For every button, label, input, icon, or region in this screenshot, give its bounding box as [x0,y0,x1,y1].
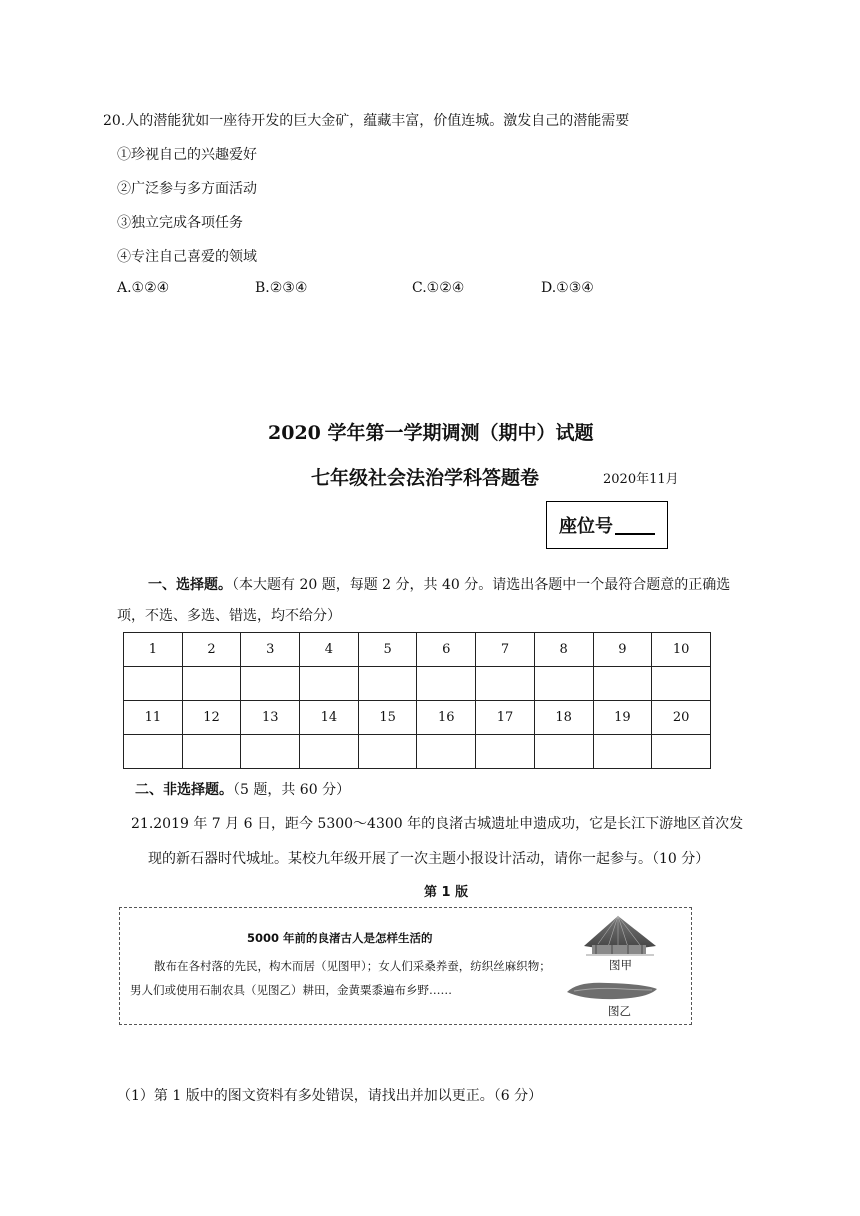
q21-line1: 21.2019 年 7 月 6 日，距今 5300～4300 年的良渚古城遗址申遗成功，它是长江下游地区首次发 [131,816,744,832]
q20-item-1: ①珍视自己的兴趣爱好 [117,147,257,163]
section2-label: 二、非选择题。 [135,782,233,798]
seat-number-label: 座位号 [559,516,613,537]
grid-number: 12 [182,701,241,735]
grid-number: 14 [300,701,359,735]
edition-banner: 第 1 版 [424,885,469,900]
q20-item-3: ③独立完成各项任务 [117,215,243,231]
answer-cell[interactable] [593,735,652,769]
section2-line [135,779,350,799]
exam-date: 2020年11月 [603,472,679,487]
stone-tool-image [564,978,660,1002]
grid-number: 1 [124,633,183,667]
grid-number: 15 [358,701,417,735]
q20-option-a: A.①②④ [117,280,170,296]
answer-cell[interactable] [417,735,476,769]
grid-number: 8 [534,633,593,667]
answer-cell[interactable] [241,735,300,769]
q20-item-2: ②广泛参与多方面活动 [117,181,257,197]
grid-number: 19 [593,701,652,735]
q20-item-4: ④专注自己喜爱的领域 [117,249,257,265]
q21-subquestion-1: （1）第 1 版中的图文资料有多处错误，请找出并加以更正。（6 分） [117,1088,543,1104]
answer-cell[interactable] [593,667,652,701]
answer-cell[interactable] [182,735,241,769]
answer-cell[interactable] [300,667,359,701]
answer-cell[interactable] [417,667,476,701]
section1-desc2: 项，不选、多选、错选，均不给分） [117,608,341,624]
grid-number: 9 [593,633,652,667]
answer-cell[interactable] [652,735,711,769]
q20-option-d: D.①③④ [541,280,594,296]
seat-number-blank[interactable] [615,515,655,535]
answer-cell[interactable] [476,735,535,769]
seat-number-box[interactable] [546,501,668,549]
thatched-hut-image [578,914,662,958]
grid-header-row-2 [124,701,711,735]
section1-desc1: （本大题有 20 题，每题 2 分，共 40 分。请选出各题中一个最符合题意的正确选 [232,577,731,593]
answer-sheet-title: 七年级社会法治学科答题卷 [311,467,540,489]
grid-number: 16 [417,701,476,735]
edition1-box-text: 散布在各村落的先民，构木而居（见图甲）；女人们采桑养蚕，纺织丝麻织物；男人们或使用石制农具（见图乙）耕田，金黄粟黍遍布乡野…… [130,959,551,997]
figure-a-caption: 图甲 [609,958,632,972]
exam-title: 2020 学年第一学期调测（期中）试题 [268,422,594,444]
q21-line2: 现的新石器时代城址。某校九年级开展了一次主题小报设计活动，请你一起参与。（10 分） [148,851,710,867]
edition1-box [119,907,692,1025]
grid-number: 3 [241,633,300,667]
answer-cell[interactable] [476,667,535,701]
answer-cell[interactable] [241,667,300,701]
answer-grid [123,632,711,769]
grid-number: 4 [300,633,359,667]
edition1-box-title: 5000 年前的良渚古人是怎样生活的 [247,931,433,945]
answer-cell[interactable] [652,667,711,701]
grid-number: 6 [417,633,476,667]
grid-number: 11 [124,701,183,735]
answer-cell[interactable] [124,667,183,701]
q20-stem: 20.人的潜能犹如一座待开发的巨大金矿，蕴藏丰富，价值连城。激发自己的潜能需要 [103,113,630,129]
answer-cell[interactable] [534,735,593,769]
answer-cell[interactable] [358,735,417,769]
answer-cell[interactable] [300,735,359,769]
answer-cell[interactable] [534,667,593,701]
section1-line1 [148,574,730,594]
section1-label: 一、选择题。 [148,577,232,593]
grid-number: 13 [241,701,300,735]
grid-answer-row-2 [124,735,711,769]
q20-option-c: C.①②④ [412,280,465,296]
answer-cell[interactable] [182,667,241,701]
grid-number: 17 [476,701,535,735]
grid-answer-row-1 [124,667,711,701]
grid-number: 5 [358,633,417,667]
answer-cell[interactable] [358,667,417,701]
grid-number: 20 [652,701,711,735]
grid-number: 18 [534,701,593,735]
grid-number: 2 [182,633,241,667]
q20-option-b: B.②③④ [255,280,308,296]
figure-b-caption: 图乙 [608,1004,631,1018]
grid-number: 7 [476,633,535,667]
grid-number: 10 [652,633,711,667]
section2-desc: （5 题，共 60 分） [233,782,351,798]
grid-header-row-1 [124,633,711,667]
answer-cell[interactable] [124,735,183,769]
